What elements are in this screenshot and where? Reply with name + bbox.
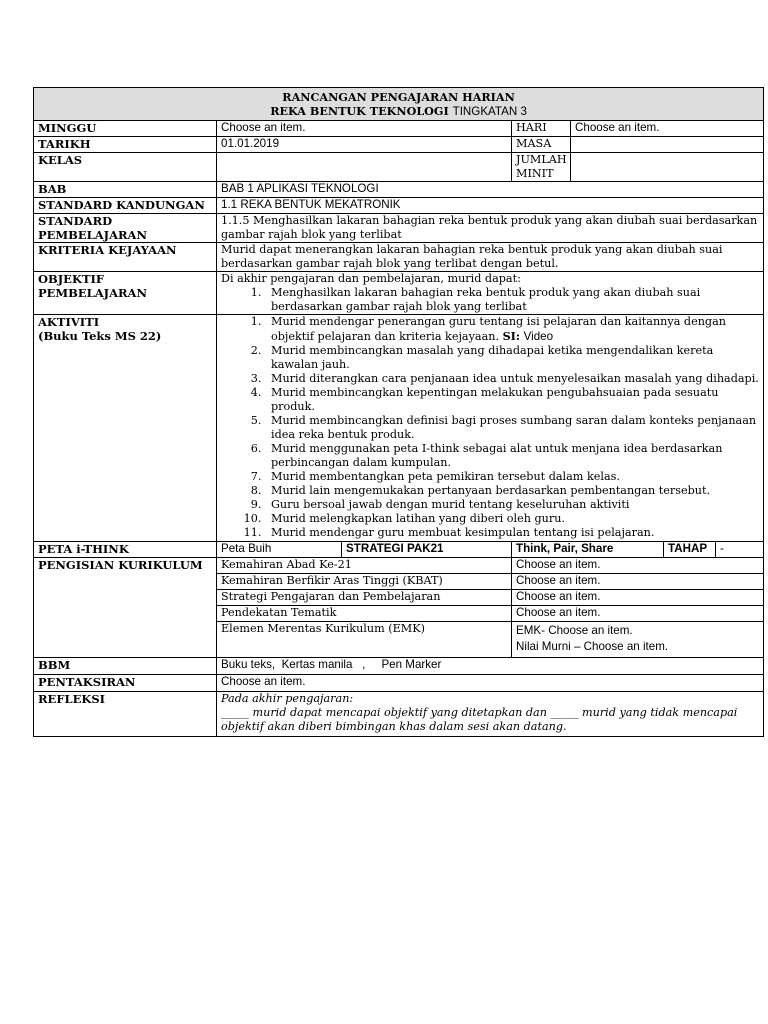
aktiviti-item: 11. Murid mendengar guru membuat kesimpulan tentang isi pelajaran. — [265, 526, 759, 540]
minggu-dropdown[interactable]: Choose an item. — [217, 121, 512, 137]
standard-kandungan-label: STANDARD KANDUNGAN — [34, 198, 217, 214]
pentaksiran-label: PENTAKSIRAN — [34, 675, 217, 692]
lesson-plan-table — [33, 87, 764, 737]
aktiviti-item: 8. Murid lain mengemukakan pertanyaan berdasarkan pembentangan tersebut. — [265, 484, 759, 498]
minggu-label: MINGGU — [34, 121, 217, 137]
masa-label: MASA — [512, 137, 571, 153]
tarikh-field[interactable]: 01.01.2019 — [217, 137, 512, 153]
aktiviti-sublabel: (Buku Teks MS 22) — [38, 329, 162, 343]
standard-kandungan-value: 1.1 REKA BENTUK MEKATRONIK — [217, 198, 764, 214]
hari-label: HARI — [512, 121, 571, 137]
pentaksiran-dropdown[interactable]: Choose an item. — [217, 675, 764, 692]
kriteria-label: KRITERIA KEJAYAAN — [34, 243, 217, 272]
aktiviti-item: 10. Murid melengkapkan latihan yang diberi oleh guru. — [265, 512, 759, 526]
header-cell — [34, 88, 764, 121]
kurikulum-dropdown-abad[interactable]: Choose an item. — [512, 558, 764, 574]
standard-pembelajaran-value: 1.1.5 Menghasilkan lakaran bahagian reka bentuk produk yang akan diubah suai berdasarkan gambar rajah blok yang terlibat — [217, 214, 764, 243]
tahap-value: - — [716, 542, 764, 558]
objektif-cell — [217, 272, 764, 315]
bbm-value: Buku teks, Kertas manila , Pen Marker — [217, 658, 764, 675]
kurikulum-dropdown-emk[interactable]: EMK- Choose an item. — [516, 624, 633, 637]
peta-label: PETA i-THINK — [34, 542, 217, 558]
doc-title: RANCANGAN PENGAJARAN HARIAN — [282, 90, 515, 104]
kriteria-value: Murid dapat menerangkan lakaran bahagian reka bentuk produk yang akan diubah suai berdasarkan gambar rajah blok yang terlibat dengan betul. — [217, 243, 764, 272]
doc-subtitle: REKA BENTUK TEKNOLOGI — [270, 104, 449, 118]
bab-label: BAB — [34, 182, 217, 198]
kurikulum-item-name: Elemen Merentas Kurikulum (EMK) — [217, 622, 512, 658]
aktiviti-item: 5. Murid membincangkan definisi bagi proses sumbang saran dalam konteks penjanaan idea reka bentuk produk. — [265, 414, 759, 442]
objektif-list — [221, 286, 759, 314]
kurikulum-dropdown-tematik[interactable]: Choose an item. — [512, 606, 764, 622]
strategi-label: STRATEGI PAK21 — [342, 542, 512, 558]
kurikulum-item-name: Pendekatan Tematik — [217, 606, 512, 622]
bbm-label: BBM — [34, 658, 217, 675]
aktiviti-item: 2. Murid membincangkan masalah yang dihadapai ketika mengendalikan kereta kawalan jauh. — [265, 344, 759, 372]
strategi-value: Think, Pair, Share — [512, 542, 664, 558]
kurikulum-item-name: Kemahiran Berfikir Aras Tinggi (KBAT) — [217, 574, 512, 590]
aktiviti-item — [265, 315, 759, 344]
refleksi-line1: Pada akhir pengajaran: — [221, 692, 354, 705]
aktiviti-list — [221, 315, 759, 540]
lesson-plan-document — [33, 87, 763, 737]
jumlah-minit-label: JUMLAH MINIT — [512, 153, 571, 182]
kurikulum-dropdown-nilai[interactable]: Nilai Murni – Choose an item. — [516, 640, 669, 653]
refleksi-label: REFLEKSI — [34, 692, 217, 737]
objektif-label: OBJEKTIF PEMBELAJARAN — [34, 272, 217, 315]
aktiviti-item: 7. Murid membentangkan peta pemikiran tersebut dalam kelas. — [265, 470, 759, 484]
aktiviti-label-cell — [34, 315, 217, 542]
aktiviti-label: AKTIVITI — [38, 315, 100, 329]
si-label: SI: — [502, 329, 521, 343]
kelas-field[interactable] — [217, 153, 512, 182]
doc-level: TINGKATAN 3 — [452, 105, 527, 118]
peta-value: Peta Buih — [217, 542, 342, 558]
kurikulum-dropdown-strategi[interactable]: Choose an item. — [512, 590, 764, 606]
aktiviti-item-text: Murid mendengar penerangan guru tentang isi pelajaran dan kaitannya dengan objektif pelajaran dan kriteria kejayaan. — [271, 315, 726, 343]
objektif-item: 1. Menghasilkan lakaran bahagian reka bentuk produk yang akan diubah suai berdasarkan gambar rajah blok yang terlibat — [265, 286, 759, 314]
aktiviti-cell — [217, 315, 764, 542]
kelas-label: KELAS — [34, 153, 217, 182]
aktiviti-item: 6. Murid menggunakan peta I-think sebagai alat untuk menjana idea berdasarkan perbincangan dalam kumpulan. — [265, 442, 759, 470]
refleksi-cell — [217, 692, 764, 737]
masa-field[interactable] — [571, 137, 764, 153]
refleksi-line2: _____ murid dapat mencapai objektif yang ditetapkan dan _____ murid yang tidak mencapai objektif akan diberi bimbingan khas dalam sesi akan datang. — [221, 706, 738, 733]
si-value: Video — [523, 330, 554, 343]
aktiviti-item: 4. Murid membincangkan kepentingan melakukan pengubahsuaian pada sesuatu produk. — [265, 386, 759, 414]
kurikulum-item-name: Strategi Pengajaran dan Pembelajaran — [217, 590, 512, 606]
objektif-intro: Di akhir pengajaran dan pembelajaran, murid dapat: — [221, 272, 521, 285]
hari-dropdown[interactable]: Choose an item. — [571, 121, 764, 137]
kurikulum-emk-cell — [512, 622, 764, 658]
kurikulum-label: PENGISIAN KURIKULUM — [34, 558, 217, 658]
aktiviti-item: 9. Guru bersoal jawab dengan murid tentang keseluruhan aktiviti — [265, 498, 759, 512]
tarikh-label: TARIKH — [34, 137, 217, 153]
tahap-label: TAHAP — [664, 542, 716, 558]
kurikulum-item-name: Kemahiran Abad Ke-21 — [217, 558, 512, 574]
jumlah-minit-field[interactable] — [571, 153, 764, 182]
standard-pembelajaran-label: STANDARD PEMBELAJARAN — [34, 214, 217, 243]
kurikulum-dropdown-kbat[interactable]: Choose an item. — [512, 574, 764, 590]
aktiviti-item: 3. Murid diterangkan cara penjanaan idea untuk menyelesaikan masalah yang dihadapi. — [265, 372, 759, 386]
bab-value: BAB 1 APLIKASI TEKNOLOGI — [217, 182, 764, 198]
